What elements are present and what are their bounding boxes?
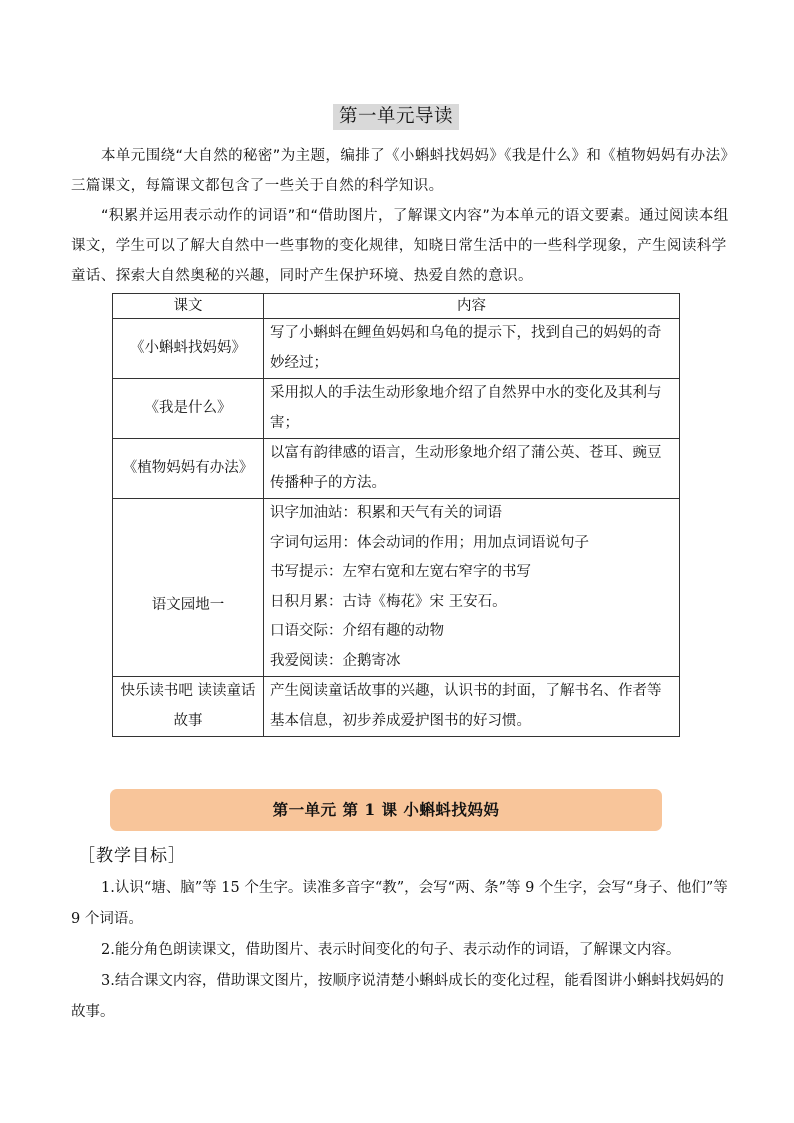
lesson-cell: 《我是什么》 (113, 379, 264, 439)
content-cell: 采用拟人的手法生动形象地介绍了自然界中水的变化及其利与害； (264, 379, 680, 439)
lesson-banner: 第一单元 第 1 课 小蝌蚪找妈妈 (110, 789, 662, 831)
intro-text (71, 141, 731, 291)
lesson-cell: 《植物妈妈有办法》 (113, 439, 264, 499)
table-header-row (113, 294, 680, 319)
content-line: 识字加油站：积累和天气有关的词语 (270, 505, 502, 521)
table-row (113, 439, 680, 499)
table-row (113, 677, 680, 737)
content-line: 我爱阅读：企鹅寄冰 (270, 652, 401, 669)
table-row (113, 379, 680, 439)
content-line: 书写提示：左窄右宽和左宽右窄字的书写 (270, 564, 531, 580)
objectives-heading: ［教学目标］ (78, 846, 186, 866)
header-lesson: 课文 (113, 294, 264, 319)
objective-item: 1.认识“塘、脑”等 15 个生字。读准多音字“教”，会写“两、条”等 9 个生字，会写“身子、他们”等 9 个词语。 (71, 880, 728, 927)
header-content: 内容 (264, 294, 680, 319)
content-cell: 以富有韵律感的语言，生动形象地介绍了蒲公英、苍耳、豌豆传播种子的方法。 (264, 439, 680, 499)
content-line: 日积月累：古诗《梅花》宋 王安石。 (270, 593, 507, 610)
content-line: 口语交际：介绍有趣的动物 (270, 623, 444, 639)
table-row (113, 319, 680, 379)
table-row (113, 499, 680, 677)
lesson-cell: 快乐读书吧 读读童话故事 (113, 677, 264, 737)
intro-paragraph: “积累并运用表示动作的词语”和“借助图片，了解课文内容”为本单元的语文要素。通过阅读本组课文，学生可以了解大自然中一些事物的变化规律，知晓日常生活中的一些科学现象，产生阅读科学童话、探索大自然奥秘的兴趣，同时产生保护环境、热爱自然的意识。 (71, 208, 729, 284)
objective-item: 2.能分角色朗读课文，借助图片、表示时间变化的句子、表示动作的词语，了解课文内容。 (101, 942, 681, 958)
intro-paragraph: 本单元围绕“大自然的秘密”为主题，编排了《小蝌蚪找妈妈》《我是什么》和《植物妈妈有办法》三篇课文，每篇课文都包含了一些关于自然的科学知识。 (71, 148, 729, 194)
content-cell: 写了小蝌蚪在鲤鱼妈妈和乌龟的提示下，找到自己的妈妈的奇妙经过； (264, 319, 680, 379)
lesson-cell: 《小蝌蚪找妈妈》 (113, 319, 264, 379)
content-cell (264, 499, 680, 677)
unit-lessons-table (112, 293, 680, 737)
lesson-cell: 语文园地一 (113, 499, 264, 677)
objectives-list (71, 873, 733, 1028)
content-cell: 产生阅读童话故事的兴趣，认识书的封面，了解书名、作者等基本信息，初步养成爱护图书的好习惯。 (264, 677, 680, 737)
objective-item: 3.结合课文内容，借助课文图片，按顺序说清楚小蝌蚪成长的变化过程，能看图讲小蝌蚪找妈妈的故事。 (71, 973, 724, 1020)
unit-guide-title: 第一单元导读 (333, 104, 459, 130)
content-line: 字词句运用：体会动词的作用；用加点词语说句子 (270, 534, 589, 551)
